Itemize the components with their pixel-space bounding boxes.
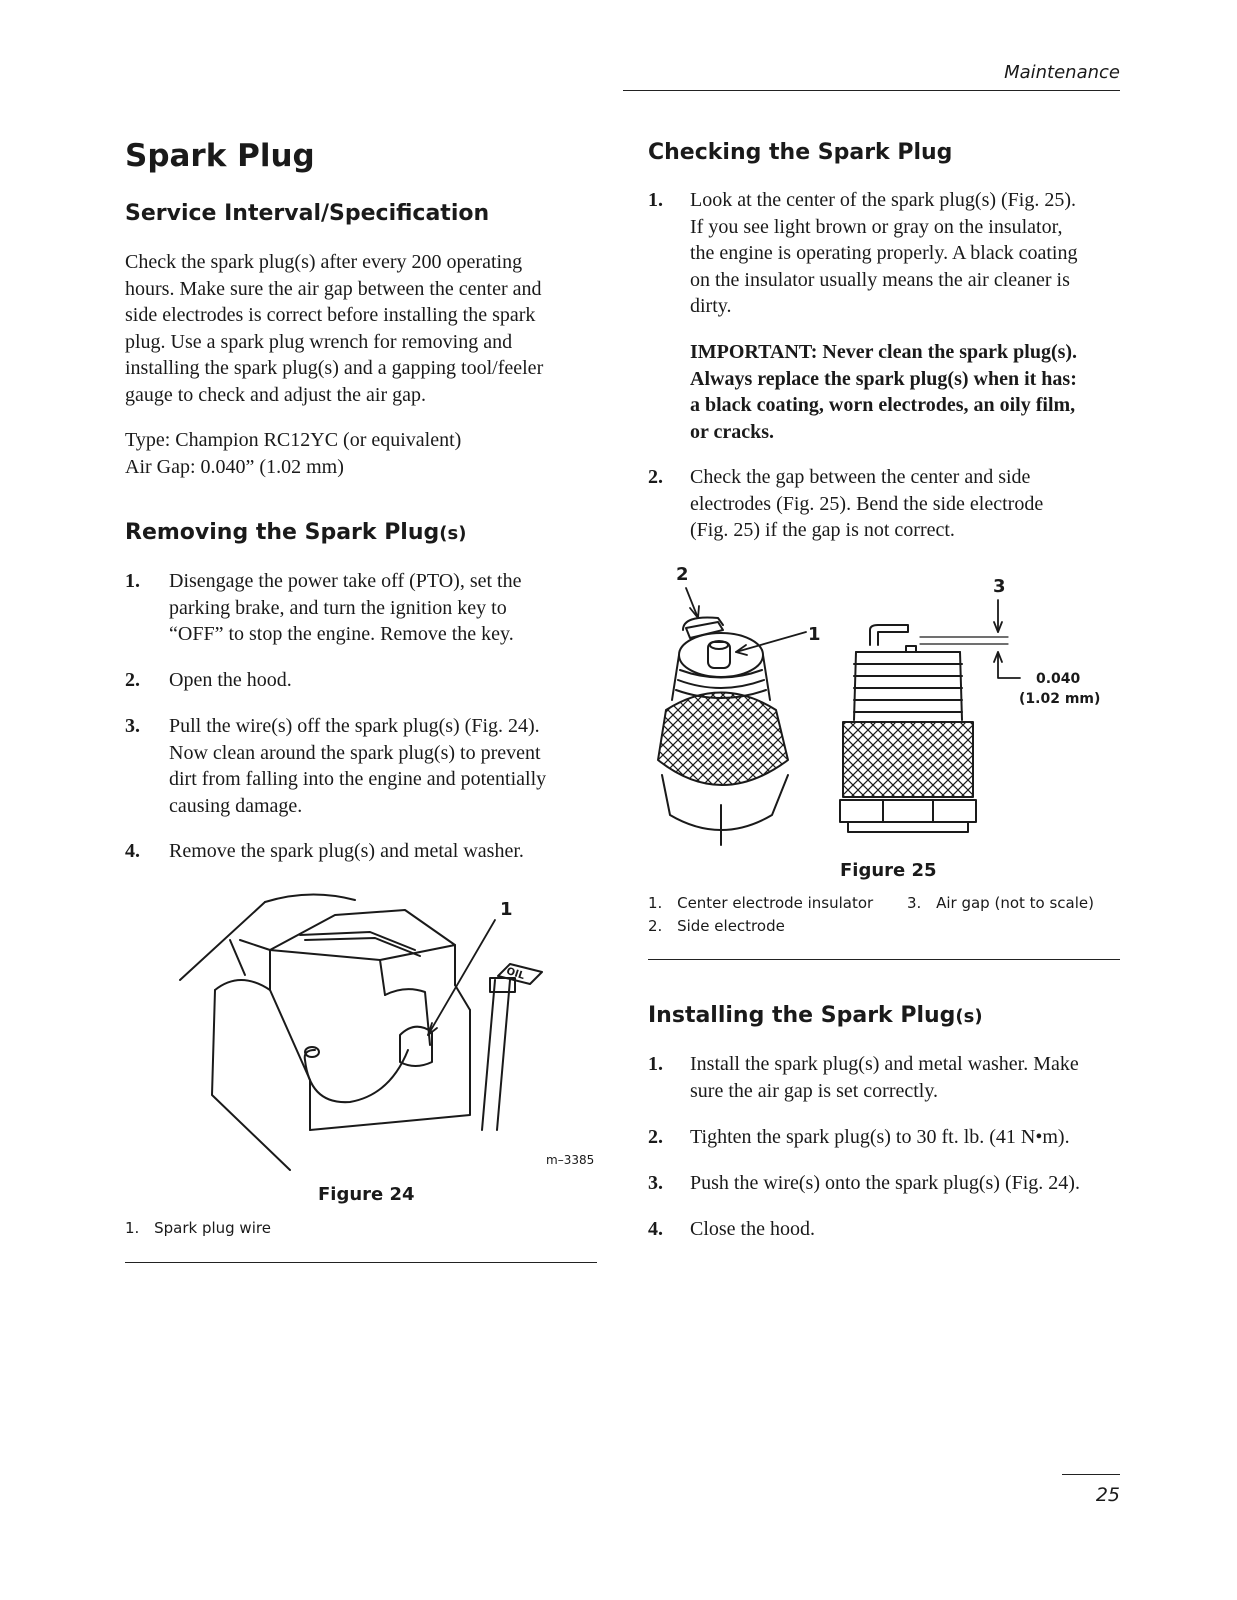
left-knurled-body [658,693,788,786]
step-line: dirty. [690,295,732,317]
body-line: gauge to check and adjust the air gap. [125,383,426,406]
step-line: Remove the spark plug(s) and metal washer. [169,840,524,862]
right-thread-sides [854,652,962,720]
figure-25-callout-2: 2 [676,564,689,585]
figure-24-title: Figure 24 [318,1184,415,1205]
step-number: 4. [125,840,140,862]
step-text [690,464,1043,544]
step-line: Install the spark plug(s) and metal washer. Make [690,1053,1079,1075]
step-line: Push the wire(s) onto the spark plug(s) (Fig. 24). [690,1172,1080,1194]
step-line: the engine is operating properly. A black coating [690,242,1078,264]
figure-24-callout-1: 1 [500,899,513,920]
caption-number: 1. [648,894,663,912]
step-line: sure the air gap is set correctly. [690,1079,939,1102]
removing-heading-suffix: (s) [439,523,467,544]
step-number: 2. [125,669,140,691]
step-text [169,713,546,819]
caption-number: 3. [907,894,922,912]
step-number: 3. [125,715,140,737]
important-line: IMPORTANT: Never clean the spark plug(s). [690,341,1078,363]
block-right-top [455,985,470,1010]
body-line: plug. Use a spark plug wrench for removing and [125,330,513,353]
figure-25-callout-3: 3 [993,576,1006,597]
running-header: Maintenance [1004,62,1120,83]
step-number: 2. [648,466,663,488]
caption-text: Spark plug wire [154,1219,271,1237]
step-text [169,838,524,865]
right-plug-base [848,822,968,832]
oil-label: OIL [504,965,526,983]
figure-25-title: Figure 25 [840,860,937,881]
body-line: side electrodes is correct before installing the spark [125,304,536,326]
figure-24-code: m–3385 [546,1153,595,1167]
hood-left-edge [180,902,265,980]
important-line: Always replace the spark plug(s) when it has: [690,367,1077,390]
spec-type: Type: Champion RC12YC (or equivalent) [125,429,462,451]
installing-heading [648,1003,983,1028]
right-hex-nut [840,800,976,822]
service-interval-body [125,249,595,408]
body-line: installing the spark plug(s) and a gapping tool/feeler [125,357,544,379]
step-line: (Fig. 25) if the gap is not correct. [690,519,955,541]
figure-25-illustration [648,560,1118,850]
block-top-curve [215,980,270,990]
dipstick-right [497,980,510,1130]
footer-rule [1062,1474,1120,1475]
important-line: or cracks. [690,420,775,443]
figure-25-caption-2 [648,917,785,935]
cover-rib-2 [305,938,420,956]
callout-2-leader [686,588,698,618]
page-title: Spark Plug [125,138,315,174]
caption-number: 1. [125,1219,140,1237]
removing-heading-main: Removing the Spark Plug [125,520,440,545]
figure-25-caption-1 [648,894,873,912]
figure-24-illustration [170,880,600,1180]
header-rule [623,90,1120,91]
step-line: Tighten the spark plug(s) to 30 ft. lb. (41 N•m). [690,1126,1070,1148]
hood-ridge [240,940,270,950]
step-line: Check the gap between the center and side [690,466,1031,488]
body-line: Check the spark plug(s) after every 200 operating [125,251,523,273]
right-column-rule [648,959,1120,960]
step-number: 2. [648,1126,663,1148]
block-bottom [310,1010,470,1130]
step-line: electrodes (Fig. 25). Bend the side electrode [690,492,1044,515]
left-thread-right [763,655,770,700]
figure-25-caption-3 [907,894,1094,912]
step-line: dirt from falling into the engine and potentially [169,768,547,790]
step-line: Now clean around the spark plug(s) to prevent [169,741,541,764]
right-hex-edges [883,800,933,822]
important-note [690,339,1130,445]
gap-arrow-up [998,652,1020,678]
hood-back-curve [265,894,355,902]
spark-plug-boss [385,989,430,1045]
step-line: “OFF” to stop the engine. Remove the key. [169,623,514,645]
plug-boot [400,1027,432,1066]
right-side-electrode [870,625,908,645]
figure-25-callout-1: 1 [808,624,821,645]
valve-cover-top [270,910,455,960]
dipstick-left [482,980,495,1130]
left-column-rule [125,1262,597,1263]
spec-air-gap: Air Gap: 0.040” (1.02 mm) [125,455,344,478]
left-thread-left [672,655,679,700]
plug-wire [305,1050,408,1102]
step-line: Look at the center of the spark plug(s) (Fig. 25). [690,189,1077,211]
installing-heading-suffix: (s) [955,1006,983,1027]
important-line: a black coating, worn electrodes, an oily film, [690,394,1076,416]
step-line: on the insulator usually means the air cleaner is [690,268,1070,291]
step-number: 4. [648,1218,663,1240]
spec-block [125,427,595,480]
step-line: causing damage. [169,794,303,817]
gap-measure-mm: (1.02 mm) [1019,691,1101,707]
step-text [690,1051,1079,1104]
right-knurled-body [843,722,973,797]
figure-24-caption [125,1219,271,1237]
step-number: 1. [648,189,663,211]
block-left [212,990,290,1170]
step-number: 1. [125,570,140,592]
step-text [169,568,522,648]
step-number: 1. [648,1053,663,1075]
cover-front-edge [380,960,385,995]
callout-1-leader [736,632,806,652]
step-line: parking brake, and turn the ignition key to [169,596,507,619]
checking-heading: Checking the Spark Plug [648,140,953,165]
step-text [690,1216,815,1243]
removing-heading [125,520,466,545]
hood-inner-line [230,940,245,975]
service-interval-heading: Service Interval/Specification [125,201,490,226]
body-line: hours. Make sure the air gap between the center and [125,277,542,300]
caption-text: Side electrode [677,917,785,935]
step-line: Close the hood. [690,1218,815,1240]
step-text [690,1124,1070,1151]
installing-heading-main: Installing the Spark Plug [648,1003,956,1028]
step-line: Open the hood. [169,669,292,691]
step-text [169,667,292,694]
step-line: If you see light brown or gray on the insulator, [690,215,1063,238]
thread-line [678,680,764,688]
callout-leader [428,920,495,1035]
step-text [690,187,1077,320]
caption-text: Center electrode insulator [677,894,874,912]
step-line: Pull the wire(s) off the spark plug(s) (Fig. 24). [169,715,540,737]
step-text [690,1170,1080,1197]
step-number: 3. [648,1172,663,1194]
caption-number: 2. [648,917,663,935]
caption-text: Air gap (not to scale) [936,894,1094,912]
page-number: 25 [1095,1484,1120,1506]
step-line: Disengage the power take off (PTO), set the [169,570,522,592]
gap-measure-inch: 0.040 [1036,671,1081,687]
